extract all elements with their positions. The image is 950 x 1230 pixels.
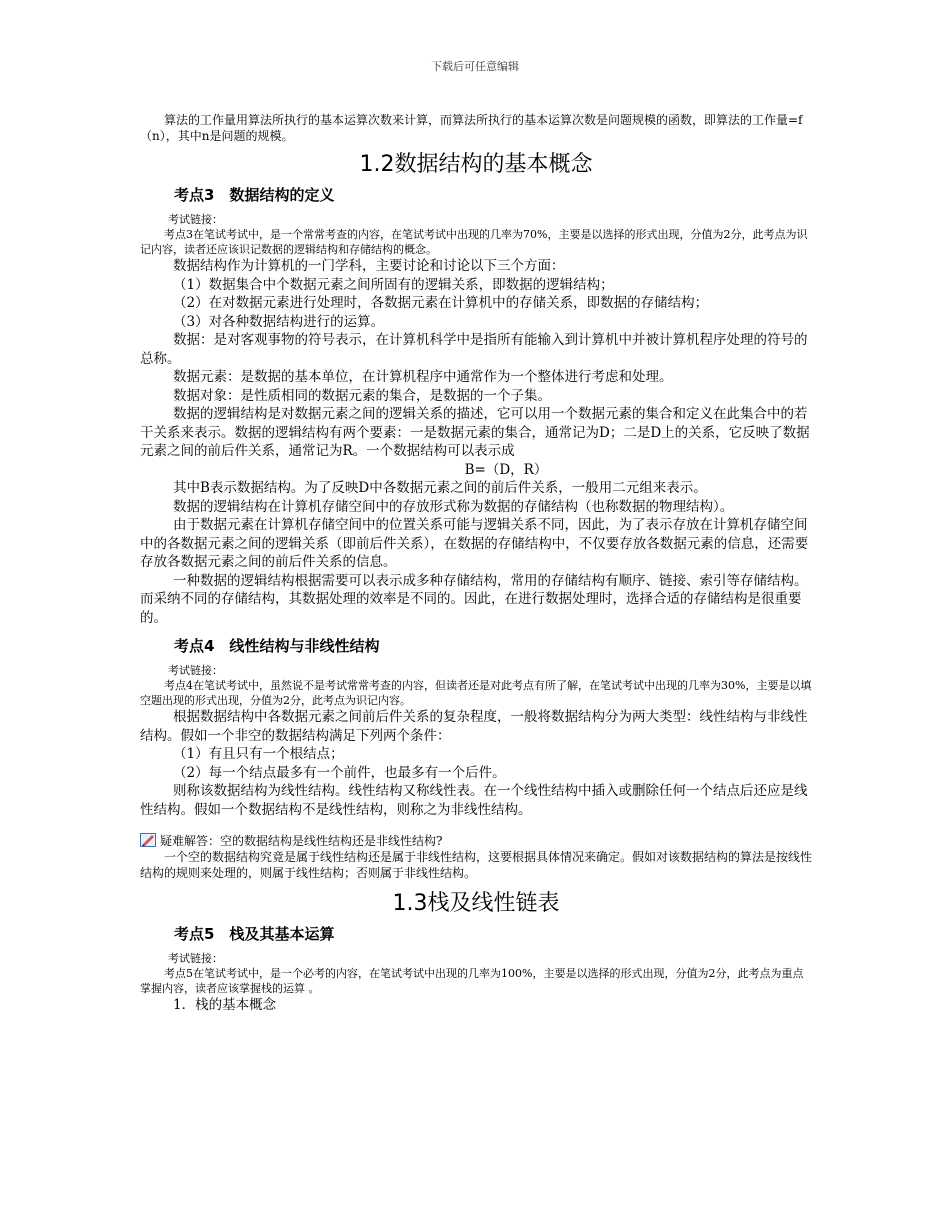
k3-paragraph: （2）在对数据元素进行处理时，各数据元素在计算机中的存储关系，即数据的存储结构； <box>173 295 709 311</box>
k3-paragraph: 数据结构作为计算机的一门学科，主要讨论和讨论以下三个方面： <box>173 258 565 274</box>
pencil-note-icon <box>140 833 156 847</box>
k3-paragraph: 数据的逻辑结构是对数据元素之间的逻辑关系的描述，它可以用一个数据元素的集合和定义在此集合中的若干关系来表示。数据的逻辑结构有两个要素：一是数据元素的集合，通常记为D；二是D上的关系，它反映了数据元素之间的前后件关系，通常记为R。一个数据结构可以表示成 <box>140 406 810 459</box>
kaodian-3-note-title: 考试链接： <box>168 213 223 226</box>
section-1-2-title: 1.2数据结构的基本概念 <box>359 152 593 177</box>
k3-paragraph: 数据对象：是性质相同的数据元素的集合，是数据的一个子集。 <box>173 387 551 404</box>
intro-paragraph: 算法的工作量用算法所执行的基本运算次数来计算，而算法所执行的基本运算次数是问题规模的函数，即算法的工作量=f（n），其中n是问题的规模。 <box>140 113 803 143</box>
k3-paragraph: 数据的逻辑结构在计算机存储空间中的存放形式称为数据的存储结构（也称数据的物理结构）。 <box>173 498 734 515</box>
kaodian-4-note-body: 考点4在笔试考试中，虽然说不是考试常常考查的内容，但读者还是对此考点有所了解，在笔试考试中出现的几率为30%，主要是以填空题出现的形式出现，分值为2分，此考点为识记内容。 <box>140 679 812 707</box>
k3-paragraph: 一种数据的逻辑结构根据需要可以表示成多种存储结构，常用的存储结构有顺序、链接、索引等存储结构。而采纳不同的存储结构，其数据处理的效率是不同的。因此，在进行数据处理时，选择合适的存储结构是很重要的。 <box>140 572 808 626</box>
k4-paragraph: 根据数据结构中各数据元素之间前后件关系的复杂程度，一般将数据结构分为两大类型：线性结构与非线性结构。假如一个非空的数据结构满足下列两个条件： <box>140 709 808 744</box>
faq-question <box>140 833 812 849</box>
k3-paragraph: （1）数据集合中个数据元素之间所固有的逻辑关系，即数据的逻辑结构； <box>173 276 614 293</box>
faq-question-text: 疑难解答：空的数据结构是线性结构还是非线性结构? <box>160 834 443 848</box>
k3-paragraph: 由于数据元素在计算机存储空间中的位置关系可能与逻辑关系不同，因此，为了表示存放在计算机存储空间中的各数据元素之间的逻辑关系（即前后件关系），在数据的存储结构中，不仅要存放各数据元素的信息，还需要存放各数据元素之间的前后件关系的信息。 <box>140 517 809 570</box>
faq-answer: 一个空的数据结构究竟是属于线性结构还是属于非线性结构，这要根据具体情况来确定。假如对该数据结构的算法是按线性结构的规则来处理的，则属于线性结构；否则属于非线性结构。 <box>140 850 813 880</box>
kaodian-5-note-body: 考点5在笔试考试中，是一个必考的内容，在笔试考试中出现的几率为100%，主要是以选择的形式出现，分值为2分，此考点为重点掌握内容，读者应该掌握栈的运算 。 <box>140 967 804 995</box>
k4-paragraph: 则称该数据结构为线性结构。线性结构又称线性表。在一个线性结构中插入或删除任何一个结点后还应是线性结构。假如一个数据结构不是线性结构，则称之为非线性结构。 <box>140 783 808 818</box>
formula: B=（D，R） <box>464 461 548 478</box>
k3-paragraph: 其中B表示数据结构。为了反映D中各数据元素之间的前后件关系，一般用二元组来表示。 <box>173 480 707 496</box>
kaodian-5-note-title: 考试链接： <box>168 952 223 965</box>
k3-paragraph: （3）对各种数据结构进行的运算。 <box>173 313 385 330</box>
document-body <box>140 112 812 1015</box>
k3-paragraph: 数据元素：是数据的基本单位，在计算机程序中通常作为一个整体进行考虑和处理。 <box>173 369 673 385</box>
kaodian-4-title: 考点4 线性结构与非线性结构 <box>174 637 380 655</box>
kaodian-4-note-title: 考试链接： <box>168 664 223 677</box>
page-header: 下载后可任意编辑 <box>431 60 519 73</box>
section-1-3-title: 1.3栈及线性链表 <box>392 891 560 916</box>
k4-paragraph: （1）有且只有一个根结点； <box>173 746 344 762</box>
kaodian-5-title: 考点5 栈及其基本运算 <box>174 925 335 943</box>
k5-paragraph: 1．栈的基本概念 <box>173 997 277 1013</box>
k4-paragraph: （2）每一个结点最多有一个前件，也最多有一个后件。 <box>173 764 506 781</box>
k3-paragraph: 数据：是对客观事物的符号表示，在计算机科学中是指所有能输入到计算机中并被计算机程序处理的符号的总称。 <box>140 332 808 367</box>
kaodian-3-title: 考点3 数据结构的定义 <box>174 186 335 204</box>
kaodian-3-note-body: 考点3在笔试考试中，是一个常常考查的内容，在笔试考试中出现的几率为70%，主要是以选择的形式出现，分值为2分，此考点为识记内容，读者还应该识记数据的逻辑结构和存储结构的概念。 <box>140 228 808 256</box>
